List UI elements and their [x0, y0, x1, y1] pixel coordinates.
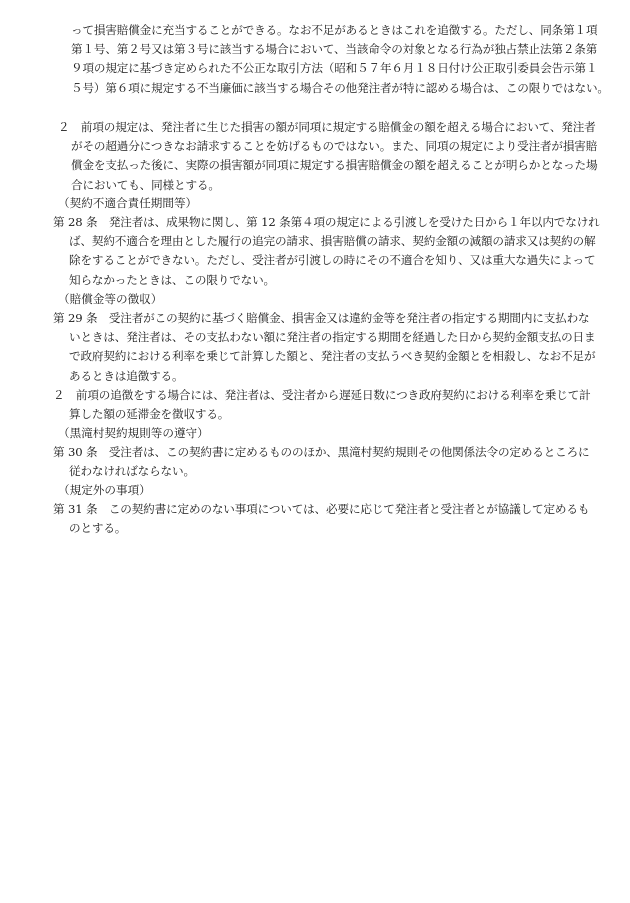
- text-line: いときは、発注者は、その支払わない額に発注者の指定する期間を経過した日から契約金額支払の日ま: [69, 330, 596, 345]
- text-line: ２ 前項の規定は、発注者に生じた損害の額が同項に規定する賠償金の額を超える場合において、発注者: [58, 120, 596, 134]
- text-line: 第 29 条 受注者がこの契約に基づく賠償金、損害金又は違約金等を発注者の指定する期間内に支払わな: [53, 311, 590, 325]
- text-line: ９項の規定に基づき定められた不公正な取引方法（昭和５７年６月１８日付け公正取引委員会告示第１: [71, 61, 598, 76]
- text-line: 従わなければならない。: [69, 464, 195, 479]
- text-line: 第 28 条 発注者は、成果物に関し、第 12 条第４項の規定による引渡しを受けた日から１年以内でなけれ: [53, 215, 600, 229]
- text-line: ば、契約不適合を理由とした履行の追完の請求、損害賠償の請求、契約金額の減額の請求又は契約の解: [69, 234, 596, 249]
- article-continuation: [71, 21, 609, 98]
- paragraph-2: [58, 118, 597, 195]
- text-line: あるときは追徴する。: [69, 368, 184, 383]
- text-line: 第 30 条 受注者は、この契約書に定めるもののほか、黒滝村契約規則その他関係法令の定めるところに: [53, 445, 590, 459]
- text-line: 除をすることができない。ただし、受注者が引渡しの時にその不適合を知り、又は重大な過失によって: [69, 253, 596, 268]
- section-caption: （黒滝村契約規則等の遵守）: [58, 426, 209, 440]
- section-caption: （賠償金等の徴収）: [58, 292, 163, 306]
- article-31: [53, 500, 589, 538]
- text-line: がその超過分につきなお請求することを妨げるものではない。また、同項の規定により受注者が損害賠: [71, 139, 598, 154]
- section-caption: （契約不適合責任期間等）: [58, 196, 198, 210]
- text-line: ５号）第６項に規定する不当廉価に該当する場合その他発注者が特に認める場合は、この限りではない。: [71, 80, 609, 95]
- text-line: 第 31 条 この契約書に定めのない事項については、必要に応じて発注者と受注者とが協議して定めるも: [53, 502, 590, 516]
- article-29: [53, 309, 595, 386]
- text-line: ２ 前項の追徴をする場合には、発注者は、受注者から遅延日数につき政府契約における利率を乗じて計: [53, 388, 591, 402]
- text-line: 第１号、第２号又は第３号に該当する場合において、当該命令の対象となる行為が独占禁止法第２条第: [71, 42, 598, 57]
- section-caption: （規定外の事項）: [58, 483, 151, 497]
- text-line: で政府契約における利率を乗じて計算した額と、発注者の支払うべき契約金額とを相殺し、なお不足が: [69, 349, 596, 364]
- text-line: って損害賠償金に充当することができる。なお不足があるときはこれを追徴する。ただし、同条第１項: [71, 23, 598, 37]
- text-line: のとする。: [69, 521, 127, 536]
- text-line: 合においても、同様とする。: [71, 177, 220, 192]
- article-29-paragraph-2: [53, 386, 591, 424]
- text-line: 償金を支払った後に、実際の損害額が同項に規定する損害賠償金の額を超えることが明らかとなった場: [71, 158, 598, 173]
- text-line: 算した額の延滞金を徴収する。: [69, 407, 230, 422]
- article-30: [53, 443, 590, 481]
- article-28: [53, 213, 600, 290]
- text-line: 知らなかったときは、この限りでない。: [69, 272, 275, 287]
